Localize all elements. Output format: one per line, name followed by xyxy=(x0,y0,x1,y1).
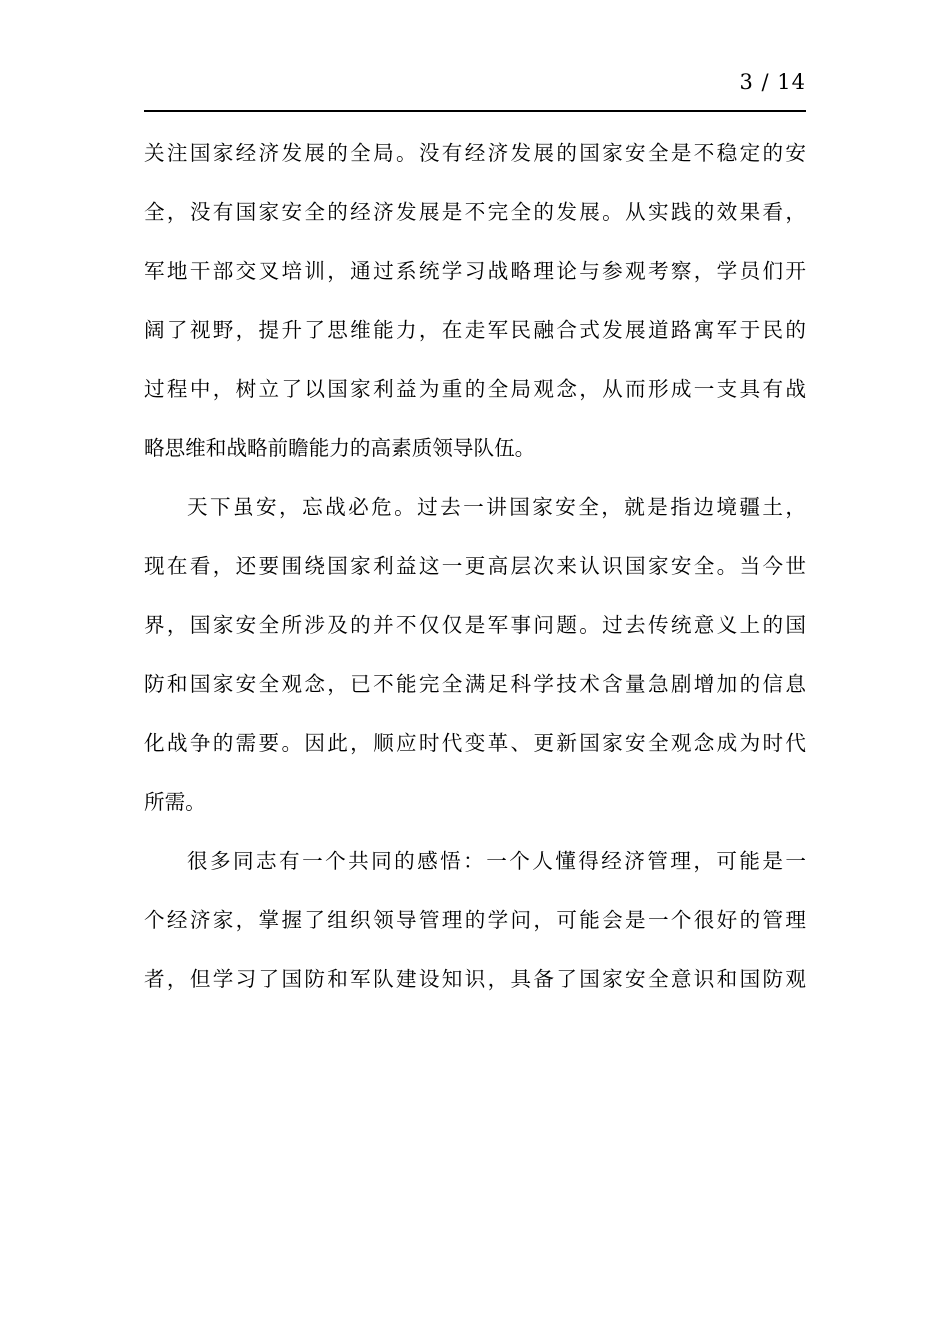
text-line: 个经济家，掌握了组织领导管理的学问，可能会是一个很好的管理 xyxy=(144,908,806,932)
paragraph-3 xyxy=(144,837,806,1003)
text-line: 很多同志有一个共同的感悟：一个人懂得经济管理，可能是一 xyxy=(187,849,806,873)
text-line: 现在看，还要围绕国家利益这一更高层次来认识国家安全。当今世 xyxy=(144,554,806,578)
text-line: 略思维和战略前瞻能力的高素质领导队伍。 xyxy=(144,436,536,460)
text-line: 者，但学习了国防和军队建设知识，具备了国家安全意识和国防观 xyxy=(144,967,806,991)
page-number: 3 / 14 xyxy=(739,70,806,94)
text-line: 全，没有国家安全的经济发展是不完全的发展。从实践的效果看， xyxy=(144,200,806,224)
body-text xyxy=(144,129,806,1014)
text-line: 天下虽安，忘战必危。过去一讲国家安全，就是指边境疆土， xyxy=(187,495,806,519)
text-line: 军地干部交叉培训，通过系统学习战略理论与参观考察，学员们开 xyxy=(144,259,806,283)
text-line: 防和国家安全观念，已不能完全满足科学技术含量急剧增加的信息 xyxy=(144,672,806,696)
header-rule xyxy=(144,110,806,112)
text-line: 过程中，树立了以国家利益为重的全局观念，从而形成一支具有战 xyxy=(144,377,806,401)
text-line: 化战争的需要。因此，顺应时代变革、更新国家安全观念成为时代 xyxy=(144,731,806,755)
text-line: 关注国家经济发展的全局。没有经济发展的国家安全是不稳定的安 xyxy=(144,141,806,165)
text-line: 阔了视野，提升了思维能力，在走军民融合式发展道路寓军于民的 xyxy=(144,318,806,342)
text-line: 界，国家安全所涉及的并不仅仅是军事问题。过去传统意义上的国 xyxy=(144,613,806,637)
paragraph-1 xyxy=(144,129,806,472)
paragraph-2 xyxy=(144,483,806,826)
text-line: 所需。 xyxy=(144,790,206,814)
